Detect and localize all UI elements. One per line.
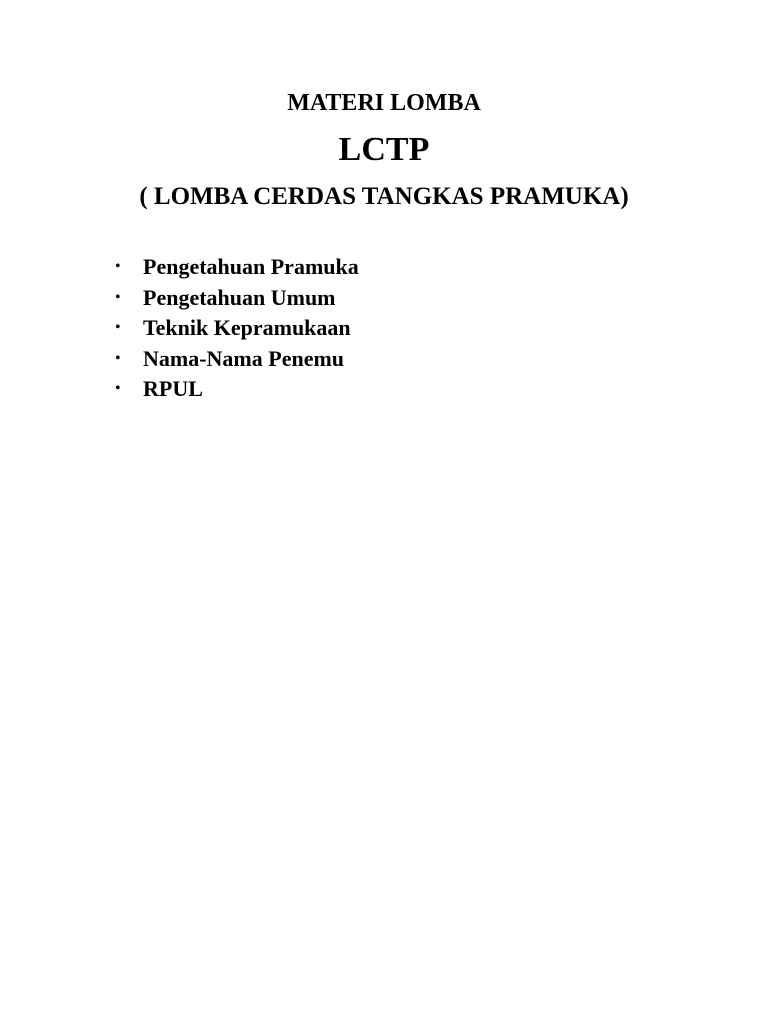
topic-label: RPUL [143,376,203,402]
topic-label: Pengetahuan Pramuka [143,254,359,280]
bullet-icon: • [115,319,121,337]
bullet-icon: • [115,288,121,306]
list-item [112,344,359,375]
document-title: LCTP [338,131,430,168]
topic-list [112,252,359,405]
topic-label: Pengetahuan Umum [143,284,336,310]
topic-label: Nama-Nama Penemu [143,345,345,371]
bullet-icon: • [115,258,121,276]
document-heading: MATERI LOMBA [287,90,481,116]
list-item [112,252,359,283]
bullet-icon: • [115,380,121,398]
document-subtitle: ( LOMBA CERDAS TANGKAS PRAMUKA) [139,183,629,210]
list-item [112,374,359,405]
list-item [112,283,359,314]
topic-label: Teknik Kepramukaan [143,315,351,341]
bullet-icon: • [115,349,121,367]
list-item [112,313,359,344]
